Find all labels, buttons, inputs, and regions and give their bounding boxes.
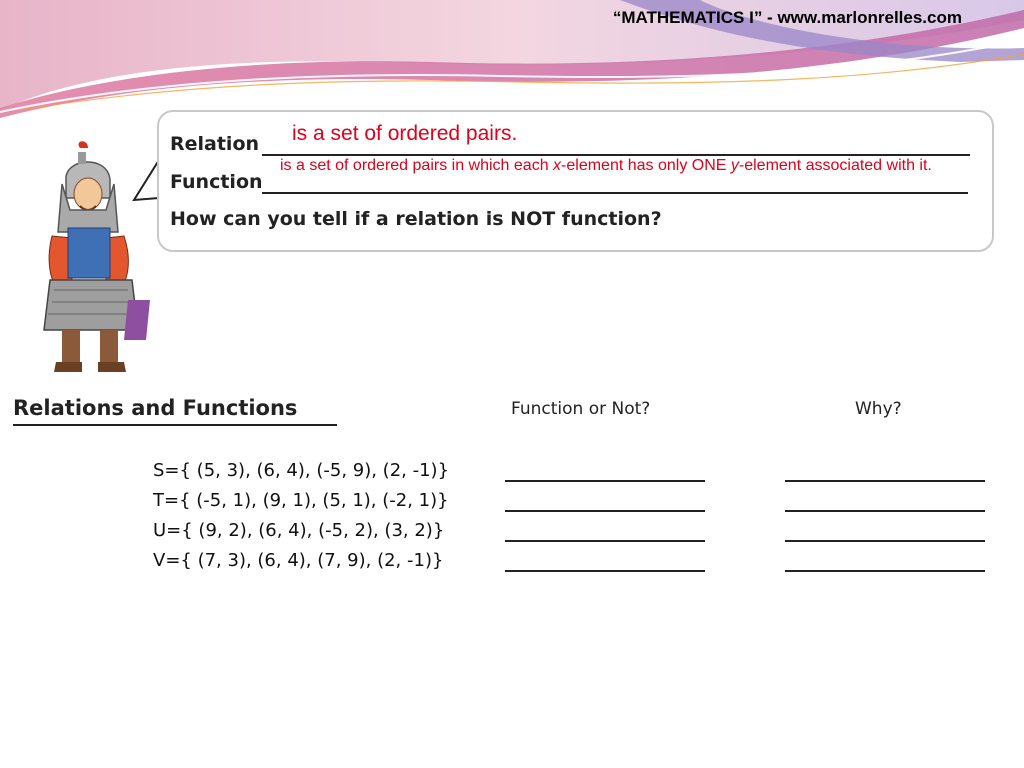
column-function-or-not: Function or Not? [511,399,651,419]
reason-blank[interactable] [785,480,985,482]
relation-row-v: V={ (7, 3), (6, 4), (7, 9), (2, -1)} [153,550,444,571]
table-title: Relations and Functions [13,396,298,420]
column-why: Why? [855,399,902,419]
function-definition: is a set of ordered pairs in which each x-element has only ONE y-element associated with it. [280,157,932,174]
answer-blank[interactable] [505,480,705,482]
answer-blank[interactable] [505,570,705,572]
relations-table [5,390,1009,582]
relation-row-s: S={ (5, 3), (6, 4), (-5, 9), (2, -1)} [153,460,450,481]
relation-row-t: T={ (-5, 1), (9, 1), (5, 1), (-2, 1)} [153,490,449,511]
table-title-underline [13,424,337,426]
definitions-box [157,110,994,252]
reason-blank[interactable] [785,510,985,512]
relation-label: Relation [170,133,260,155]
function-answer-line [262,192,968,194]
site-title: “MATHEMATICS I” - www.marlonrelles.com [612,8,962,27]
relation-row-u: U={ (9, 2), (6, 4), (-5, 2), (3, 2)} [153,520,445,541]
answer-blank[interactable] [505,540,705,542]
function-label: Function [170,171,263,193]
reason-blank[interactable] [785,570,985,572]
not-function-question: How can you tell if a relation is NOT function? [170,208,662,230]
relation-definition: is a set of ordered pairs. [292,122,518,145]
answer-blank[interactable] [505,510,705,512]
reason-blank[interactable] [785,540,985,542]
